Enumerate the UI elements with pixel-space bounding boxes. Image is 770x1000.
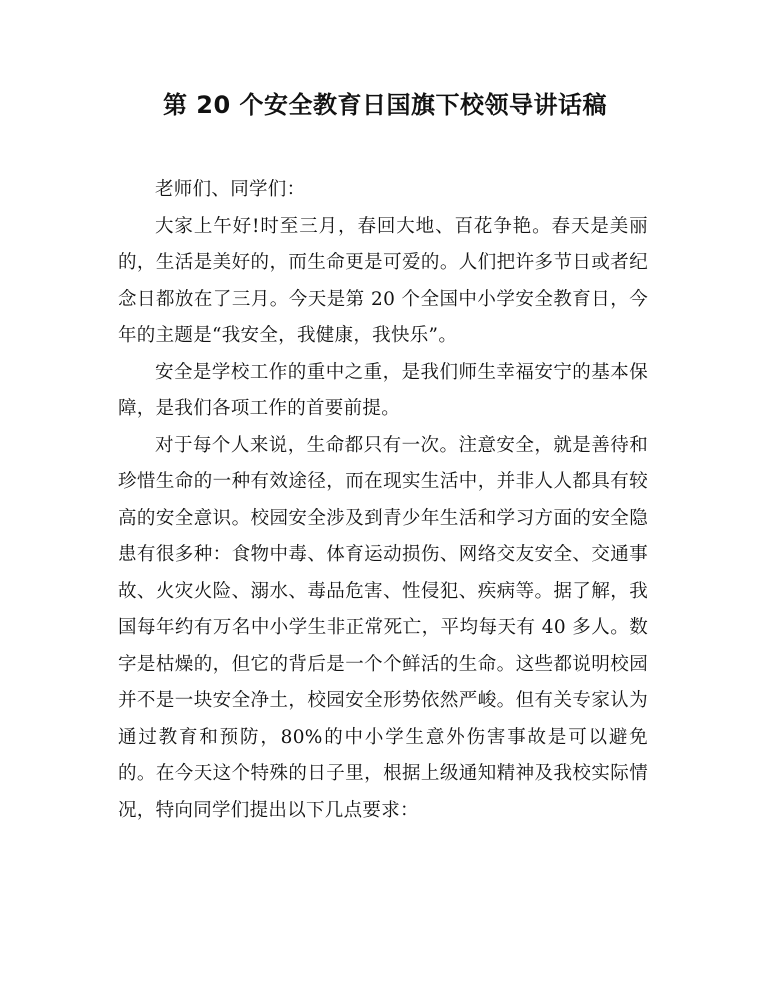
paragraph-3: 对于每个人来说，生命都只有一次。注意安全，就是善待和珍惜生命的一种有效途径，而在现实生活中，并非人人都具有较高的安全意识。校园安全涉及到青少年生活和学习方面的安全隐患有很多种：食物中毒、体育运动损伤、网络交友安全、交通事故、火灾火险、溺水、毒品危害、性侵犯、疾病等。据了解，我国每年约有万名中小学生非正常死亡，平均每天有 40 多人。数字是枯燥的，但它的背后是一个个鲜活的生命。这些都说明校园并不是一块安全净土，校园安全形势依然严峻。但有关专家认为通过教育和预防，80%的中小学生意外伤害事故是可以避免的。在今天这个特殊的日子里，根据上级通知精神及我校实际情况，特向同学们提出以下几点要求： bbox=[118, 434, 648, 821]
document-body bbox=[118, 172, 648, 829]
salutation: 老师们、同学们： bbox=[155, 179, 306, 200]
paragraph-2: 安全是学校工作的重中之重，是我们师生幸福安宁的基本保障，是我们各项工作的首要前提。 bbox=[118, 361, 648, 419]
paragraph-1: 大家上午好!时至三月，春回大地、百花争艳。春天是美丽的，生活是美好的，而生命更是可爱的。人们把许多节日或者纪念日都放在了三月。今天是第 20 个全国中小学安全教育日，今年的主题是“我安全，我健康，我快乐”。 bbox=[118, 215, 648, 346]
page-title: 第 20 个安全教育日国旗下校领导讲话稿 bbox=[162, 91, 608, 119]
